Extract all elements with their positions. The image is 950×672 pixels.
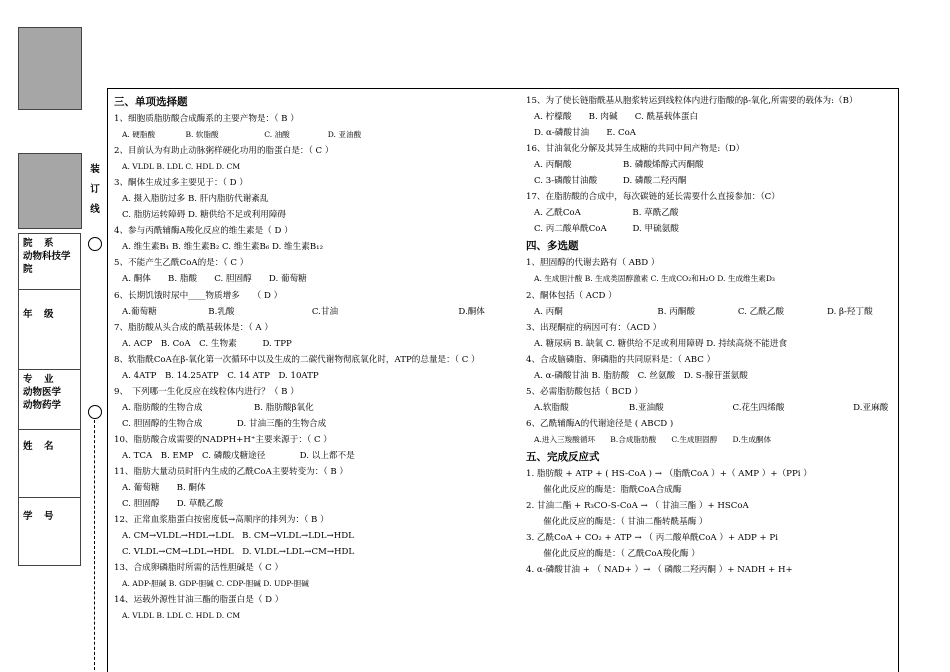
info-label: 院 系 [23,238,55,249]
cut-line [94,420,95,670]
info-department [18,233,81,290]
question-line: A. 糖尿病 B. 缺氧 C. 糖供给不足或利用障碍 D. 持续高烧不能进食 [534,338,788,349]
question-line: D. α-磷酸甘油 E. CoA [534,128,637,139]
question-line: A. 乙酰CoA B. 草酰乙酸 [534,208,679,219]
question-line: 催化此反应的酶是：（ 甘油二酯转酰基酶 ） [526,517,708,528]
question-line: 14、运载外源性甘油三酯的脂蛋白是（ D ） [114,595,284,606]
binding-char: 装 [90,164,100,175]
info-value: 动物科技学院 [23,251,71,275]
question-line: 3、酮体生成过多主要见于：（ D ） [114,178,248,189]
question-line: A.软脂酸 B.亚油酸 C.花生四烯酸 D.亚麻酸 [534,402,889,413]
question-line: A. VLDL B. LDL C. HDL D. CM [122,611,241,621]
question-line: 1、细胞质脂肪酸合成酶系的主要产物是：（ B ） [114,114,299,124]
binding-hole-bottom [88,405,102,419]
question-line: 16、甘油氧化分解及其异生成糖的共同中间产物是:（D） [526,144,745,155]
question-line: 13、合成卵磷脂时所需的活性胆碱是（ C ） [114,563,284,574]
question-line: 11、脂肪大量动员时肝内生成的乙酰CoA主要转变为：（ B ） [114,467,349,478]
question-line: A. VLDL B. LDL C. HDL D. CM [122,162,241,172]
binding-text [88,160,102,220]
question-line: 2、目前认为有助止动脉粥样硬化功用的脂蛋白是：（ C ） [114,146,334,157]
question-line: 1. 脂肪酸 + ATP + ( HS-CoA ) → （脂酰CoA ）+（ AMP ）+（PPi ） [526,468,812,479]
question-line: A.葡萄糖 B.乳酸 C.甘油 D.酮体 [122,306,485,317]
question-line: 1、胆固醇的代谢去路有（ ABD ） [526,258,660,269]
question-line: A. 柠檬酸 B. 肉碱 C. 酰基载体蛋白 [534,112,699,123]
question-line: C. 丙二酸单酰CoA D. 甲硫氨酸 [534,224,679,235]
question-line: 15、为了使长链脂酰基从胞浆转运到线粒体内进行脂酸的β-氧化,所需要的载体为:（B） [526,96,858,106]
info-student-id [18,498,81,566]
question-line: 5、不能产生乙酰CoA的是：（ C ） [114,258,249,269]
question-line: A. 丙酮 B. 丙酮酸 C. 乙酰乙酸 D. β-羟丁酸 [534,306,873,317]
right-column [526,93,910,578]
question-line: A. 硬脂酸 B. 软脂酸 C. 油酸 D. 亚油酸 [122,130,362,140]
question-line: A. 葡萄糖 B. 酮体 [122,483,206,494]
question-line: 催化此反应的酶是：脂酰CoA合成酶 [526,485,682,496]
info-major [18,370,81,430]
section-heading: 三、单项选择题 [114,96,188,108]
left-column [114,93,514,625]
question-line: 4、合成脑磷脂、卵磷脂的共同原料是：（ ABC ） [526,354,716,365]
question-line: 2. 甘油二酯 + R₃CO-S-CoA → （ 甘油三酯 ）+ HSCoA [526,501,749,512]
question-line: 12、正常血浆脂蛋白按密度低→高顺序的排列为：（ B ） [114,515,329,526]
binding-hole-top [88,237,102,251]
info-label: 年 级 [23,309,55,320]
question-line: A. TCA B. EMP C. 磷酸戊糖途径 D. 以上都不是 [122,450,355,461]
binding-char: 订 [90,184,100,195]
question-line: 17、在脂肪酸的合成中，每次碳链的延长需要什么直接参加：（C） [526,192,780,203]
question-line: A. 摄入脂肪过多 B. 肝内脂肪代谢紊乱 [122,194,269,205]
binding-char: 线 [90,204,100,215]
question-line: 3、出现酮症的病因可有：（ACD ） [526,322,662,333]
photo-placeholder [18,27,82,110]
question-line: 6、乙酰辅酶A的代谢途径是 ( ABCD ) [526,418,674,429]
question-line: C. 胆固醇 D. 草酰乙酸 [122,499,224,510]
question-line: 4. α-磷酸甘油 + （ NAD+ ）→ （ 磷酸二羟丙酮 ）+ NADH + H+ [526,565,793,576]
question-line: A. 酮体 B. 脂酸 C. 胆固醇 D. 葡萄糖 [122,274,307,285]
section-heading: 五、完成反应式 [526,450,600,463]
question-line: 2、酮体包括（ ACD ） [526,290,617,301]
question-line: 4、参与丙酰辅酶A羧化反应的维生素是（ D ） [114,226,293,237]
info-label: 专 业 [23,374,55,385]
question-line: 7、脂肪酸从头合成的酰基载体是：（ A ） [114,322,273,333]
seal-block [18,153,82,229]
question-line: A. ADP-胆碱 B. GDP-胆碱 C. CDP-胆碱 D. UDP-胆碱 [122,579,309,589]
question-line: 10、脂肪酸合成需要的NADPH+H⁺主要来源于：（ C ） [114,434,332,445]
info-name [18,430,81,498]
question-line: A. CM→VLDL→HDL→LDL B. CM→VLDL→LDL→HDL [122,531,354,542]
question-line: A. α-磷酸甘油 B. 脂肪酸 C. 丝氨酸 D. S-腺苷蛋氨酸 [534,370,748,381]
question-line: 6、长期饥饿时尿中____物质增多 （ D ） [114,290,283,301]
question-line: 3. 乙酰CoA + CO₂ + ATP → （ 丙二酸单酰CoA ）+ ADP + Pi [526,533,778,544]
question-line: A. 丙酮酸 B. 磷酸烯醇式丙酮酸 [534,160,704,171]
question-line: C. 脂肪运转障碍 D. 糖供给不足或利用障碍 [122,210,287,221]
question-line: A.进入三羧酸循环 B.合成脂肪酸 C.生成胆固醇 D.生成酮体 [534,434,772,444]
question-line: C. VLDL→CM→LDL→HDL D. VLDL→LDL→CM→HDL [122,547,355,558]
question-line: 催化此反应的酶是：（ 乙酰CoA羧化酶 ） [526,549,700,560]
question-line: A. 维生素B₁ B. 维生素B₂ C. 维生素B₆ D. 维生素B₁₂ [122,242,324,253]
question-line: A. 4ATP B. 14.25ATP C. 14 ATP D. 10ATP [122,370,319,381]
question-line: C. 3-磷酸甘油酸 D. 磷酸二羟丙酮 [534,176,687,187]
question-line: C. 胆固醇的生物合成 D. 甘油三酯的生物合成 [122,418,327,429]
question-line: A. 脂肪酸的生物合成 B. 脂肪酸β氧化 [122,402,314,413]
info-grade [18,290,81,370]
info-label: 姓 名 [23,441,55,452]
question-line: 8、软脂酰CoA在β-氧化第一次循环中以及生成的二碳代谢物彻底氧化时，ATP的总量是：（ C ） [114,354,480,365]
section-heading: 四、多选题 [526,240,579,253]
question-line: A. 生成胆汁酸 B. 生成类固醇激素 C. 生成CO₂和H₂O D. 生成维生素D₃ [534,274,775,284]
info-value: 动物医学 动物药学 [23,387,62,411]
question-line: 5、必需脂肪酸包括（ BCD ） [526,386,643,397]
question-line: 9、 下列哪一生化反应在线粒体内进行？（ B ） [114,386,299,397]
question-line: A. ACP B. CoA C. 生物素 D. TPP [122,338,292,349]
info-label: 学 号 [23,511,55,522]
